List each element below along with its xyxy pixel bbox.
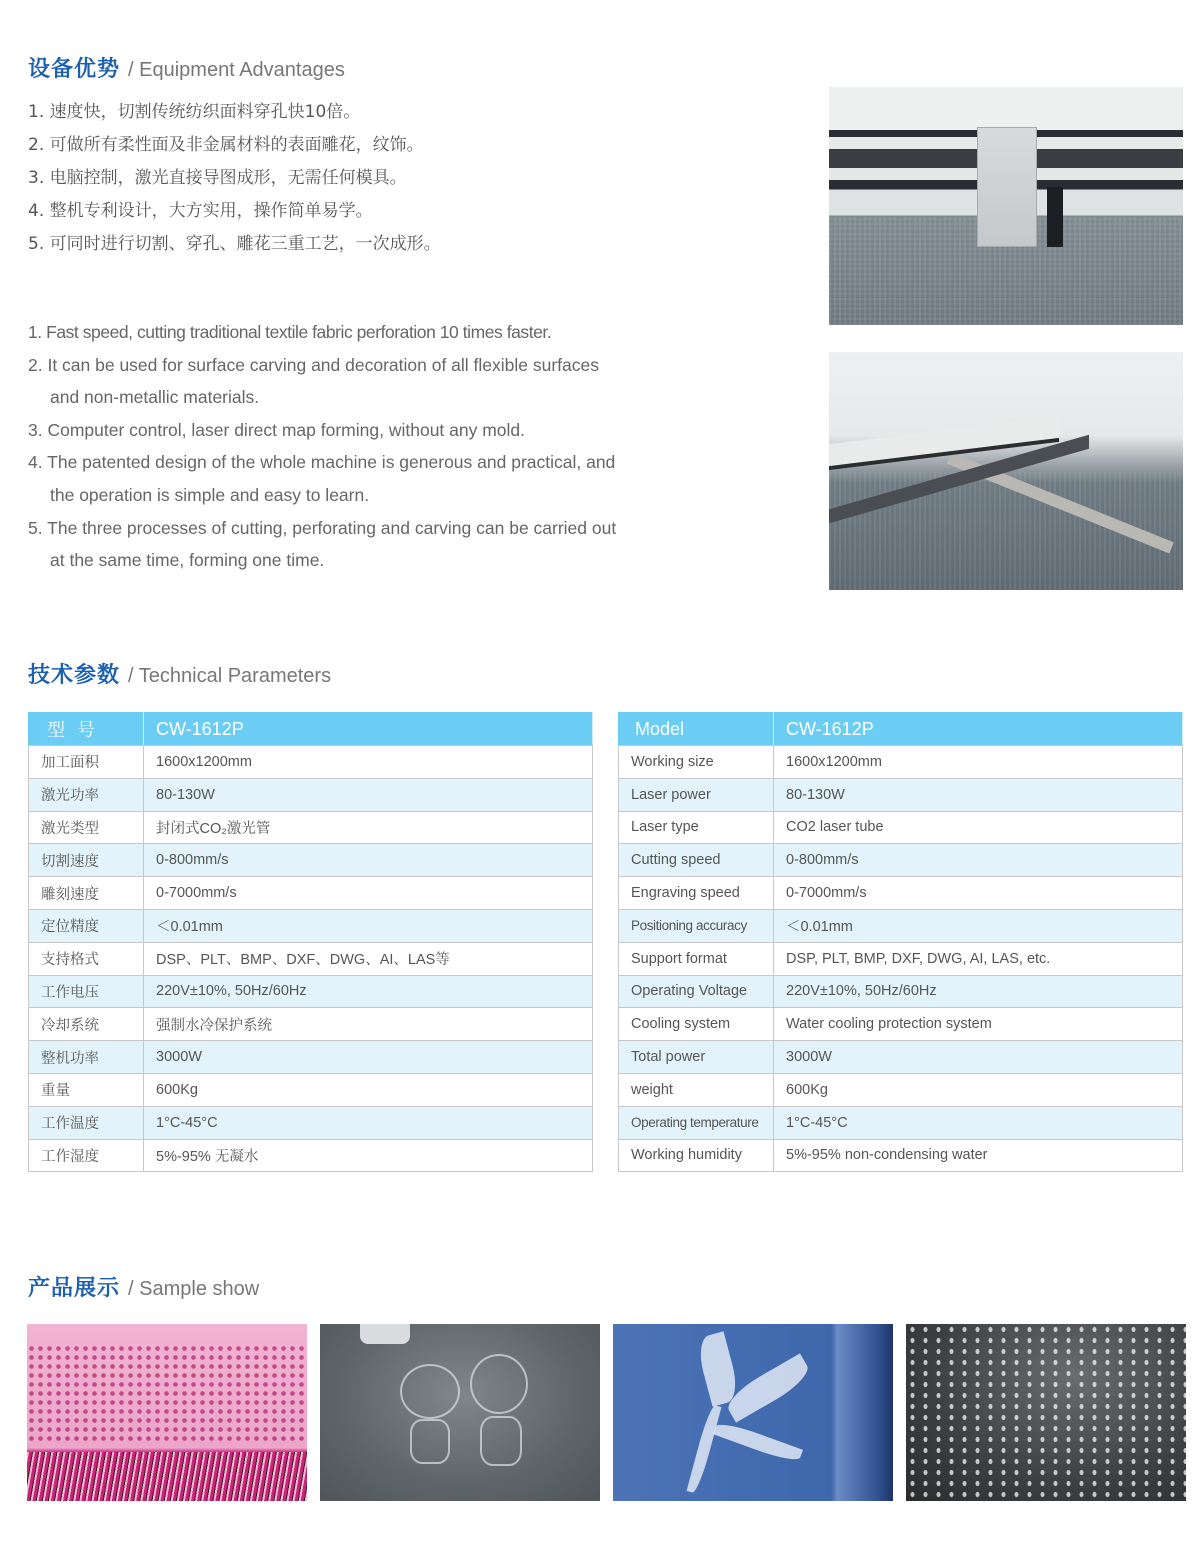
row-value: 0-7000mm/s	[144, 877, 593, 910]
list-item: 2. 可做所有柔性面及非金属材料的表面雕花，纹饰。	[28, 135, 424, 155]
section-title-cn: 设备优势	[28, 57, 121, 82]
row-label: 重量	[29, 1073, 144, 1106]
table-row	[29, 811, 593, 844]
table-row	[619, 844, 1183, 877]
row-label: 工作电压	[29, 975, 144, 1008]
row-value: 0-800mm/s	[774, 844, 1183, 877]
section-title-en: / Technical Parameters	[128, 665, 332, 687]
pink-perforated-fabric-photo	[27, 1324, 307, 1501]
table-row	[29, 1139, 593, 1172]
row-value: 1600x1200mm	[774, 746, 1183, 779]
header-cell: CW-1612P	[144, 713, 593, 746]
row-label: Operating Voltage	[619, 975, 774, 1008]
row-value: 80-130W	[144, 778, 593, 811]
butterfly-wing-lower	[722, 1353, 814, 1422]
list-item: 3. 电脑控制，激光直接导图成形，无需任何模具。	[28, 168, 407, 188]
row-value: DSP, PLT, BMP, DXF, DWG, AI, LAS, etc.	[774, 942, 1183, 975]
table-row	[29, 844, 593, 877]
lily-leaf	[713, 1419, 803, 1465]
table-row	[619, 1041, 1183, 1074]
laser-head-closeup-photo	[829, 87, 1183, 325]
table-row	[619, 975, 1183, 1008]
row-label: Working humidity	[619, 1139, 774, 1172]
table-row	[29, 1041, 593, 1074]
row-label: 支持格式	[29, 942, 144, 975]
row-label: Operating temperature	[619, 1106, 774, 1139]
engraved-grey-fabric-photo	[320, 1324, 600, 1501]
row-value: 1°C-45°C	[774, 1106, 1183, 1139]
row-value: 80-130W	[774, 778, 1183, 811]
table-row	[619, 746, 1183, 779]
list-item: 1. Fast speed, cutting traditional textile fabric perforation 10 times faster.	[28, 322, 552, 342]
row-label: Support format	[619, 942, 774, 975]
fabric-fringe	[27, 1452, 307, 1501]
row-value: 5%-95% 无凝水	[144, 1139, 593, 1172]
row-label: 激光功率	[29, 778, 144, 811]
table-row	[619, 1139, 1183, 1172]
row-value: CO2 laser tube	[774, 811, 1183, 844]
row-label: 切割速度	[29, 844, 144, 877]
cartoon-head-left	[400, 1364, 460, 1419]
table-row	[29, 877, 593, 910]
table-header-row	[29, 713, 593, 746]
list-item: 4. The patented design of the whole machine is generous and practical, and the operation is simple and easy to learn.	[28, 452, 616, 505]
row-label: 工作湿度	[29, 1139, 144, 1172]
row-value: 600Kg	[144, 1073, 593, 1106]
perforation-holes	[906, 1324, 1186, 1501]
camera	[1047, 187, 1063, 247]
row-value: 0-7000mm/s	[774, 877, 1183, 910]
flower-stem	[687, 1404, 722, 1494]
list-item: 5. 可同时进行切割、穿孔、雕花三重工艺，一次成形。	[28, 234, 441, 254]
table-row	[29, 975, 593, 1008]
list-item: 2. It can be used for surface carving and decoration of all flexible surfaces and non-metallic materials.	[28, 354, 600, 408]
section-title-en: / Sample show	[128, 1278, 260, 1300]
row-label: 冷却系统	[29, 1008, 144, 1041]
row-label: 加工面积	[29, 746, 144, 779]
laser-head	[977, 127, 1037, 247]
row-label: Laser type	[619, 811, 774, 844]
flower-perforation-pattern	[27, 1344, 307, 1444]
row-value: 220V±10%, 50Hz/60Hz	[144, 975, 593, 1008]
spec-table-en	[618, 712, 1183, 1172]
table-row	[29, 1073, 593, 1106]
row-value: 封闭式CO₂激光管	[144, 811, 593, 844]
blue-denim-butterfly-photo	[613, 1324, 893, 1501]
table-row	[619, 877, 1183, 910]
cartoon-head-right	[470, 1354, 528, 1414]
row-label: weight	[619, 1073, 774, 1106]
table-row	[619, 1106, 1183, 1139]
table-row	[29, 746, 593, 779]
row-value: 1°C-45°C	[144, 1106, 593, 1139]
advantages-list-cn	[28, 96, 628, 261]
row-label: Engraving speed	[619, 877, 774, 910]
list-item: 3. Computer control, laser direct map forming, without any mold.	[28, 419, 526, 440]
table-row	[29, 1106, 593, 1139]
table-row	[29, 909, 593, 942]
advantages-list-en	[28, 316, 618, 577]
row-label: Laser power	[619, 778, 774, 811]
row-value: 1600x1200mm	[144, 746, 593, 779]
table-row	[619, 811, 1183, 844]
row-value: 3000W	[774, 1041, 1183, 1074]
table-row	[29, 942, 593, 975]
table-row	[29, 1008, 593, 1041]
row-label: Total power	[619, 1041, 774, 1074]
row-label: 激光类型	[29, 811, 144, 844]
table-row	[619, 909, 1183, 942]
row-label: 整机功率	[29, 1041, 144, 1074]
row-label: 定位精度	[29, 909, 144, 942]
table-row	[619, 942, 1183, 975]
cartoon-body-left	[410, 1419, 450, 1464]
section-title-cn: 产品展示	[28, 1276, 121, 1301]
gantry-rail-photo	[829, 352, 1183, 590]
laser-nozzle	[360, 1324, 410, 1344]
row-label: Cooling system	[619, 1008, 774, 1041]
row-value: 600Kg	[774, 1073, 1183, 1106]
table-row	[619, 1073, 1183, 1106]
row-value: 强制水冷保护系统	[144, 1008, 593, 1041]
row-value: 220V±10%, 50Hz/60Hz	[774, 975, 1183, 1008]
row-value: 5%-95% non-condensing water	[774, 1139, 1183, 1172]
cartoon-body-right	[480, 1416, 522, 1466]
row-value: 3000W	[144, 1041, 593, 1074]
header-cell: CW-1612P	[774, 713, 1183, 746]
list-item: 1. 速度快，切割传统纺织面料穿孔快10倍。	[28, 102, 361, 122]
row-label: Cutting speed	[619, 844, 774, 877]
list-item: 5. The three processes of cutting, perforating and carving can be carried out at the same time, forming one time.	[28, 517, 617, 571]
black-perforated-leather-photo	[906, 1324, 1186, 1501]
section-title-cn: 技术参数	[28, 663, 121, 688]
table-row	[619, 1008, 1183, 1041]
row-label: Working size	[619, 746, 774, 779]
table-header-row	[619, 713, 1183, 746]
row-value: DSP、PLT、BMP、DXF、DWG、AI、LAS等	[144, 942, 593, 975]
list-item: 4. 整机专利设计，大方实用，操作简单易学。	[28, 201, 373, 221]
row-value: 0-800mm/s	[144, 844, 593, 877]
row-label: Positioning accuracy	[619, 909, 774, 942]
section-title-en: / Equipment Advantages	[128, 59, 345, 81]
row-value: ＜0.01mm	[774, 909, 1183, 942]
spec-table-cn	[28, 712, 593, 1172]
sample-gallery	[27, 1324, 1186, 1501]
table-row	[29, 778, 593, 811]
row-value: ＜0.01mm	[144, 909, 593, 942]
section-title-advantages	[28, 52, 345, 83]
header-cell: Model	[619, 713, 774, 746]
row-label: 工作温度	[29, 1106, 144, 1139]
table-row	[619, 778, 1183, 811]
section-title-samples	[28, 1271, 259, 1302]
row-value: Water cooling protection system	[774, 1008, 1183, 1041]
header-cell: 型号	[29, 713, 144, 746]
row-label: 雕刻速度	[29, 877, 144, 910]
section-title-technical	[28, 658, 331, 689]
